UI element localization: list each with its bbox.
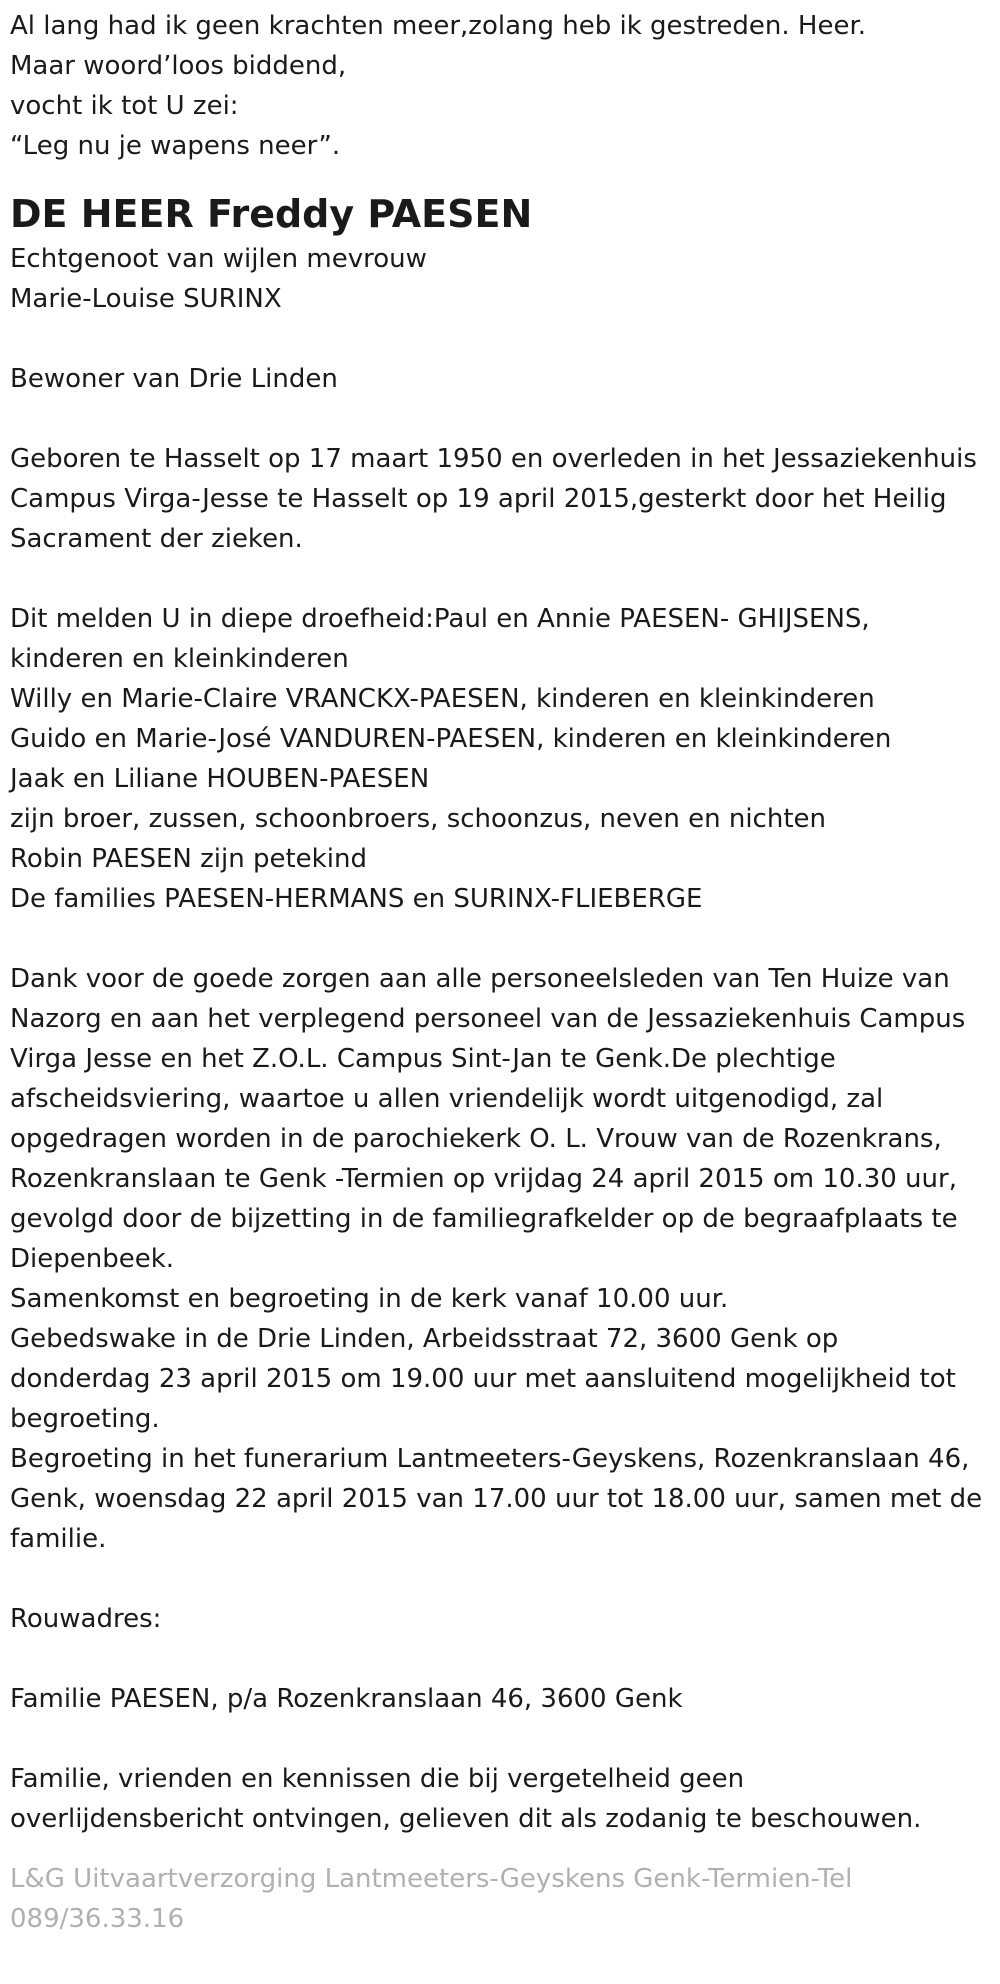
ceremony-line: Virga Jesse en het Z.O.L. Campus Sint-Jan te Genk.De plechtige [10, 1044, 836, 1074]
notice-line: overlijdensbericht ontvingen, gelieven dit als zodanig te beschouwen. [10, 1804, 922, 1834]
poem-line: vocht ik tot U zei: [10, 91, 239, 121]
ceremony-line: Gebedswake in de Drie Linden, Arbeidsstraat 72, 3600 Genk op [10, 1324, 839, 1354]
mourning-address-label: Rouwadres: [10, 1604, 162, 1634]
notice-line: Familie, vrienden en kennissen die bij vergetelheid geen [10, 1764, 745, 1794]
poem [10, 6, 990, 166]
announcers [10, 599, 990, 919]
poem-line: “Leg nu je wapens neer”. [10, 131, 341, 161]
announcer-line: Willy en Marie-Claire VRANCKX-PAESEN, kinderen en kleinkinderen [10, 684, 875, 714]
ceremony-line: Samenkomst en begroeting in de kerk vanaf 10.00 uur. [10, 1284, 729, 1314]
spouse-line: Marie-Louise SURINX [10, 284, 282, 314]
deceased-name: DE HEER Freddy PAESEN [10, 192, 533, 236]
ceremony-line: Genk, woensdag 22 april 2015 van 17.00 uur tot 18.00 uur, samen met de [10, 1484, 983, 1514]
announcer-line: De families PAESEN-HERMANS en SURINX-FLIEBERGE [10, 884, 703, 914]
announcer-line: kinderen en kleinkinderen [10, 644, 349, 674]
announcer-line: Guido en Marie-José VANDUREN-PAESEN, kinderen en kleinkinderen [10, 724, 892, 754]
birth-death-line: Campus Virga-Jesse te Hasselt op 19 april 2015,gesterkt door het Heilig [10, 484, 947, 514]
funeral-home-footer [10, 1859, 990, 1939]
poem-line: Al lang had ik geen krachten meer,zolang heb ik gestreden. Heer. [10, 11, 867, 41]
notice [10, 1759, 990, 1839]
ceremony-line: Nazorg en aan het verplegend personeel van de Jessaziekenhuis Campus [10, 1004, 966, 1034]
announcer-line: Robin PAESEN zijn petekind [10, 844, 367, 874]
birth-death-line: Sacrament der zieken. [10, 524, 303, 554]
ceremony-line: Diepenbeek. [10, 1244, 175, 1274]
birth-death-line: Geboren te Hasselt op 17 maart 1950 en overleden in het Jessaziekenhuis [10, 444, 977, 474]
ceremony-line: begroeting. [10, 1404, 160, 1434]
poem-line: Maar woord’loos biddend, [10, 51, 347, 81]
footer-line: 089/36.33.16 [10, 1904, 185, 1934]
ceremony-line: Dank voor de goede zorgen aan alle personeelsleden van Ten Huize van [10, 964, 950, 994]
ceremony-line: familie. [10, 1524, 107, 1554]
birth-death-info [10, 439, 990, 559]
announcer-line: Jaak en Liliane HOUBEN-PAESEN [10, 764, 430, 794]
mourning-address: Familie PAESEN, p/a Rozenkranslaan 46, 3600 Genk [10, 1684, 683, 1714]
ceremony-line: afscheidsviering, waartoe u allen vriendelijk wordt uitgenodigd, zal [10, 1084, 884, 1114]
announcer-line: zijn broer, zussen, schoonbroers, schoonzus, neven en nichten [10, 804, 827, 834]
spouse-info [10, 239, 990, 319]
ceremony-line: opgedragen worden in de parochiekerk O. L. Vrouw van de Rozenkrans, [10, 1124, 942, 1154]
ceremony-line: donderdag 23 april 2015 om 19.00 uur met aansluitend mogelijkheid tot [10, 1364, 956, 1394]
ceremony-line: Begroeting in het funerarium Lantmeeters-Geyskens, Rozenkranslaan 46, [10, 1444, 970, 1474]
thanks-and-ceremony [10, 959, 990, 1559]
footer-line: L&G Uitvaartverzorging Lantmeeters-Geyskens Genk-Termien-Tel [10, 1864, 853, 1894]
ceremony-line: gevolgd door de bijzetting in de familiegrafkelder op de begraafplaats te [10, 1204, 958, 1234]
announcer-line: Dit melden U in diepe droefheid:Paul en Annie PAESEN- GHIJSENS, [10, 604, 870, 634]
residence: Bewoner van Drie Linden [10, 364, 338, 394]
spouse-line: Echtgenoot van wijlen mevrouw [10, 244, 427, 274]
ceremony-line: Rozenkranslaan te Genk -Termien op vrijdag 24 april 2015 om 10.30 uur, [10, 1164, 957, 1194]
